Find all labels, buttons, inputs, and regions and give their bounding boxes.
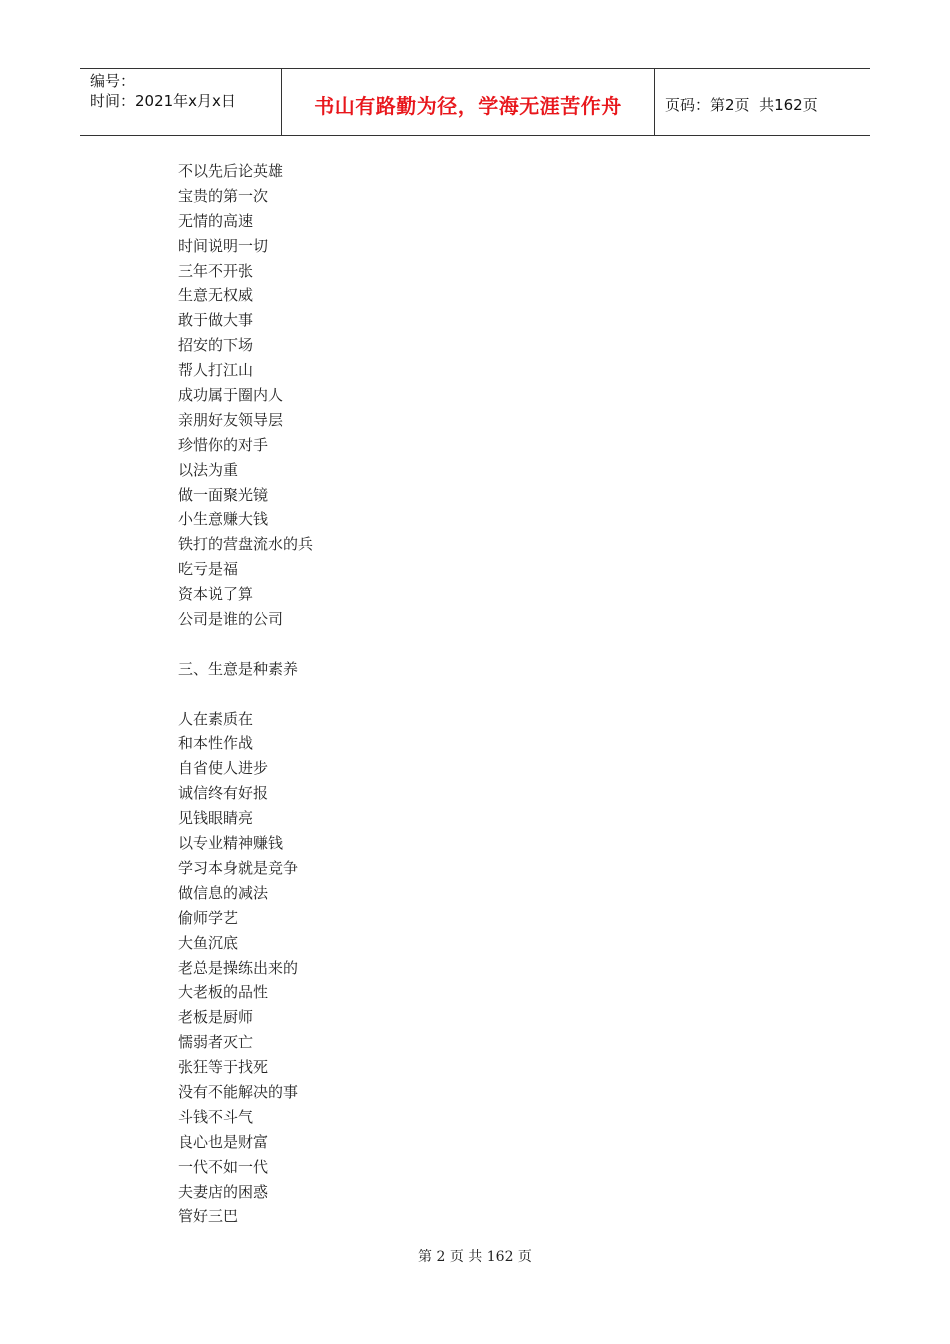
text-line: 生意无权威 <box>178 286 254 305</box>
text-line: 招安的下场 <box>178 336 254 355</box>
text-line: 吃亏是福 <box>178 560 239 579</box>
text-line: 夫妻店的困惑 <box>178 1182 269 1201</box>
text-line: 老总是操练出来的 <box>178 958 299 977</box>
text-line: 偷师学艺 <box>178 908 239 927</box>
text-line: 老板是厨师 <box>178 1008 254 1027</box>
text-line: 良心也是财富 <box>178 1132 269 1151</box>
text-line: 大鱼沉底 <box>178 933 239 952</box>
text-line: 不以先后论英雄 <box>178 162 284 180</box>
text-line: 帮人打江山 <box>178 361 254 380</box>
text-line: 人在素质在 <box>178 709 254 728</box>
header-motto-cell <box>282 69 655 135</box>
text-line: 时间说明一切 <box>178 236 269 255</box>
text-line: 以专业精神赚钱 <box>178 834 284 853</box>
page-header <box>80 68 870 136</box>
footer-page-number: 第 2 页 共 162 页 <box>418 1249 532 1265</box>
page-footer <box>0 1246 950 1266</box>
document-body <box>178 159 818 1229</box>
text-line: 做一面聚光镜 <box>178 485 269 504</box>
text-line: 三年不开张 <box>178 261 254 280</box>
text-line: 和本性作战 <box>178 734 254 753</box>
header-motto: 书山有路勤为径，学海无涯苦作舟 <box>314 93 622 118</box>
section-heading: 三、生意是种素养 <box>178 659 299 678</box>
text-line: 诚信终有好报 <box>178 784 269 803</box>
blank-line <box>178 682 818 707</box>
text-line: 成功属于圈内人 <box>178 386 284 405</box>
text-line: 资本说了算 <box>178 585 254 604</box>
text-line: 张狂等于找死 <box>178 1058 269 1077</box>
header-page-info: 页码：第2页 共162页 <box>665 95 818 114</box>
doc-time-label: 时间：2021年x月x日 <box>90 92 236 110</box>
text-line: 没有不能解决的事 <box>178 1082 299 1101</box>
text-line: 宝贵的第一次 <box>178 186 269 205</box>
text-line: 敢于做大事 <box>178 311 254 330</box>
text-line: 见钱眼睛亮 <box>178 809 254 828</box>
text-line: 大老板的品性 <box>178 983 269 1002</box>
text-line: 管好三巴 <box>178 1207 239 1226</box>
text-line: 以法为重 <box>178 460 239 479</box>
text-line: 亲朋好友领导层 <box>178 410 284 429</box>
text-line: 铁打的营盘流水的兵 <box>178 535 314 554</box>
text-line: 学习本身就是竞争 <box>178 858 299 877</box>
text-line: 小生意赚大钱 <box>178 510 269 529</box>
header-meta <box>80 69 282 135</box>
blank-line <box>178 632 818 657</box>
text-line: 珍惜你的对手 <box>178 435 269 454</box>
header-page-info-cell <box>655 69 870 135</box>
text-line: 一代不如一代 <box>178 1157 269 1176</box>
text-line: 公司是谁的公司 <box>178 610 284 629</box>
text-line: 自省使人进步 <box>178 759 269 778</box>
text-line: 做信息的减法 <box>178 883 269 902</box>
text-line: 无情的高速 <box>178 211 254 230</box>
text-line: 斗钱不斗气 <box>178 1107 254 1126</box>
text-line: 懦弱者灭亡 <box>178 1033 254 1052</box>
doc-number-label: 编号： <box>90 72 136 90</box>
